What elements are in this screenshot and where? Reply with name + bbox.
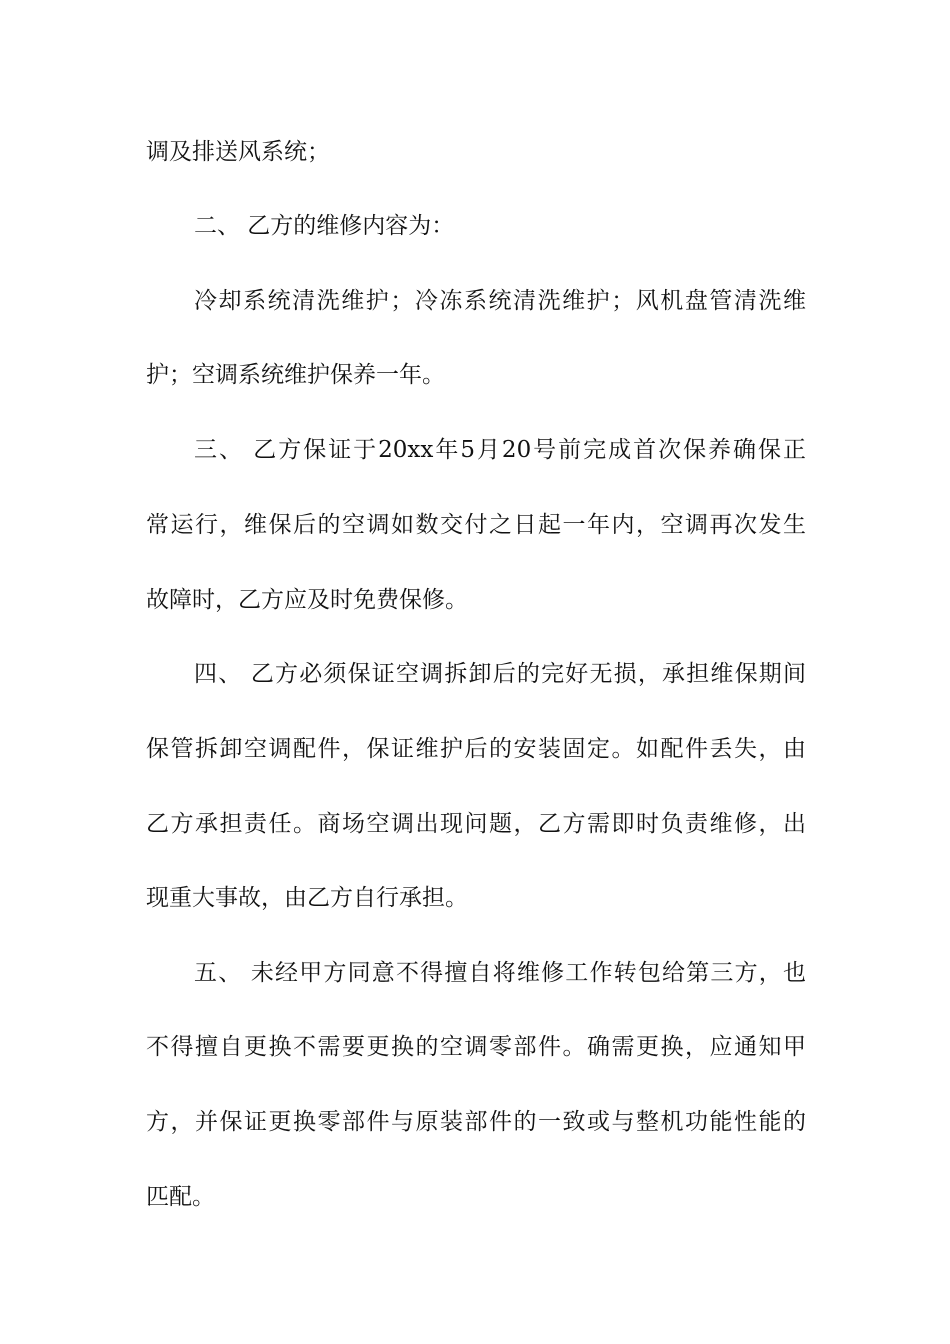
text-line: 调及排送风系统；: [146, 139, 330, 165]
text-line: 不得擅自更换不需要更换的空调零部件。确需更换，应通知甲: [146, 1034, 806, 1060]
section-heading: 三、 乙方保证于20xx年5月20号前完成首次保养确保正: [194, 437, 806, 463]
text-line: 常运行，维保后的空调如数交付之日起一年内，空调再次发生: [146, 512, 806, 538]
text-line: 方，并保证更换零部件与原装部件的一致或与整机功能性能的: [146, 1109, 806, 1135]
section-heading: 四、 乙方必须保证空调拆卸后的完好无损，承担维保期间: [194, 661, 806, 687]
text-line: 匹配。: [146, 1184, 215, 1210]
text-line: 护；空调系统维护保养一年。: [146, 362, 445, 388]
text-line: 保管拆卸空调配件，保证维护后的安装固定。如配件丢失，由: [146, 736, 806, 762]
text-line: 乙方承担责任。商场空调出现问题，乙方需即时负责维修，出: [146, 811, 806, 837]
section-heading: 二、 乙方的维修内容为：: [194, 213, 455, 239]
section-heading: 五、 未经甲方同意不得擅自将维修工作转包给第三方，也: [194, 960, 806, 986]
text-line: 现重大事故，由乙方自行承担。: [146, 885, 468, 911]
text-line: 冷却系统清洗维护；冷冻系统清洗维护；风机盘管清洗维: [194, 288, 806, 314]
text-line: 故障时，乙方应及时免费保修。: [146, 587, 468, 613]
